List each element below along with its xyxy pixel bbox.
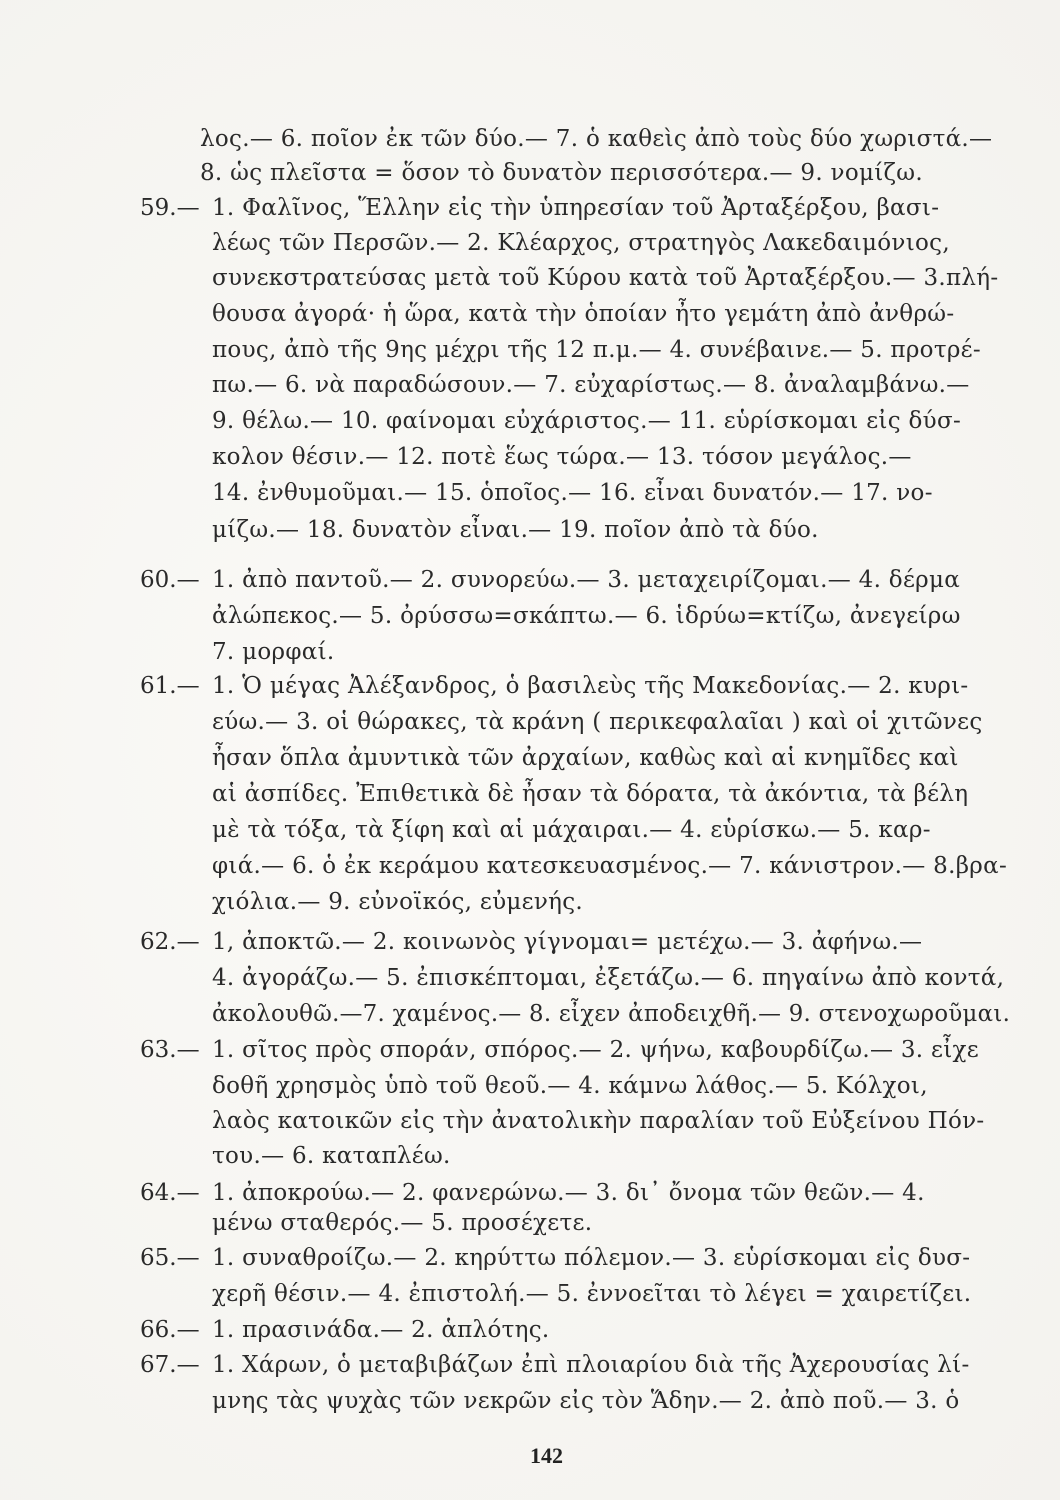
section-number-64: 64.—	[140, 1180, 200, 1206]
text-line: πω.— 6. νὰ παραδώσουν.— 7. εὐχαρίστως.— 8. ἀναλαμβάνω.—	[212, 372, 970, 398]
text-line: αἱ ἀσπίδες. Ἐπιθετικὰ δὲ ἦσαν τὰ δόρατα, τὰ ἀκόντια, τὰ βέλη	[212, 781, 969, 807]
text-line: κολον θέσιν.— 12. ποτὲ ἕως τώρα.— 13. τόσον μεγάλος.—	[212, 444, 912, 470]
text-line: 1. Φαλῖνος, Ἕλλην εἰς τὴν ὑπηρεσίαν τοῦ Ἀρταξέρξου, βασι-	[212, 195, 940, 221]
text-line: 1. ἀπὸ παντοῦ.— 2. συνορεύω.— 3. μεταχειρίζομαι.— 4. δέρμα	[212, 567, 961, 593]
text-line: 1. ἀποκρούω.— 2. φανερώνω.— 3. δι᾽ ὄνομα τῶν θεῶν.— 4.	[212, 1180, 925, 1206]
section-number-66: 66.—	[140, 1317, 200, 1343]
text-line: 4. ἀγοράζω.— 5. ἐπισκέπτομαι, ἐξετάζω.— 6. πηγαίνω ἀπὸ κοντά,	[212, 965, 1005, 991]
text-line: πους, ἀπὸ τῆς 9ης μέχρι τῆς 12 π.μ.— 4. συνέβαινε.— 5. προτρέ-	[212, 337, 981, 363]
text-line: μὲ τὰ τόξα, τὰ ξίφη καὶ αἱ μάχαιραι.— 4. εὑρίσκω.— 5. καρ-	[212, 817, 931, 843]
text-line: 14. ἐνθυμοῦμαι.— 15. ὁποῖος.— 16. εἶναι δυνατόν.— 17. νο-	[212, 480, 933, 506]
section-number-62: 62.—	[140, 929, 200, 955]
text-line: 9. θέλω.— 10. φαίνομαι εὐχάριστος.— 11. εὑρίσκομαι εἰς δύσ-	[212, 408, 962, 434]
text-line: ἀλώπεκος.— 5. ὀρύσσω=σκάπτω.— 6. ἱδρύω=κτίζω, ἀνεγείρω	[212, 603, 961, 629]
text-line: λέως τῶν Περσῶν.— 2. Κλέαρχος, στρατηγὸς Λακεδαιμόνιος,	[212, 230, 950, 256]
section-number-59: 59.—	[140, 195, 200, 221]
text-line: 1. Χάρων, ὁ μεταβιβάζων ἐπὶ πλοιαρίου διὰ τῆς Ἀχερουσίας λί-	[212, 1352, 970, 1378]
page-number: 142	[530, 1443, 563, 1468]
section-number-67: 67.—	[140, 1352, 200, 1378]
text-line: 1. σῖτος πρὸς σποράν, σπόρος.— 2. ψήνω, καβουρδίζω.— 3. εἶχε	[212, 1037, 980, 1063]
text-line: του.— 6. καταπλέω.	[212, 1143, 451, 1169]
text-line: λαὸς κατοικῶν εἰς τὴν ἀνατολικὴν παραλίαν τοῦ Εὐξείνου Πόν-	[212, 1108, 985, 1134]
text-line: συνεκστρατεύσας μετὰ τοῦ Κύρου κατὰ τοῦ Ἀρταξέρξου.— 3.πλή-	[212, 265, 999, 291]
text-line: χερῆ θέσιν.— 4. ἐπιστολή.— 5. ἐννοεῖται τὸ λέγει = χαιρετίζει.	[212, 1281, 972, 1307]
text-line: 7. μορφαί.	[212, 639, 335, 665]
text-line: χιόλια.— 9. εὐνοϊκός, εὐμενής.	[212, 889, 583, 915]
text-line: μνης τὰς ψυχὰς τῶν νεκρῶν εἰς τὸν Ἅδην.— 2. ἀπὸ ποῦ.— 3. ὁ	[212, 1388, 960, 1414]
text-line: φιά.— 6. ὁ ἐκ κεράμου κατεσκευασμένος.— 7. κάνιστρον.— 8.βρα-	[212, 853, 1008, 879]
text-line: εύω.— 3. οἱ θώρακες, τὰ κράνη ( περικεφαλαῖαι ) καὶ οἱ χιτῶνες	[212, 709, 983, 735]
text-line: 1. συναθροίζω.— 2. κηρύττω πόλεμον.— 3. εὑρίσκομαι εἰς δυσ-	[212, 1245, 971, 1271]
text-line: λος.— 6. ποῖον ἐκ τῶν δύο.— 7. ὁ καθεὶς ἀπὸ τοὺς δύο χωριστά.—	[200, 126, 993, 152]
text-line: 8. ὡς πλεῖστα = ὅσον τὸ δυνατὸν περισσότερα.— 9. νομίζω.	[200, 160, 923, 186]
text-line: ἦσαν ὅπλα ἀμυντικὰ τῶν ἀρχαίων, καθὼς καὶ αἱ κνημῖδες καὶ	[212, 745, 959, 771]
section-number-63: 63.—	[140, 1037, 200, 1063]
section-number-61: 61.—	[140, 673, 200, 699]
text-line: θουσα ἀγορά· ἡ ὥρα, κατὰ τὴν ὁποίαν ἦτο γεμάτη ἀπὸ ἀνθρώ-	[212, 301, 955, 327]
section-number-60: 60.—	[140, 567, 200, 593]
text-line: ἀκολουθῶ.—7. χαμένος.— 8. εἶχεν ἀποδειχθῆ.— 9. στενοχωροῦμαι.	[212, 1001, 1011, 1027]
text-line: 1. πρασινάδα.— 2. ἁπλότης.	[212, 1317, 550, 1343]
text-line: 1, ἀποκτῶ.— 2. κοινωνὸς γίγνομαι= μετέχω.— 3. ἀφήνω.—	[212, 929, 923, 955]
text-line: μένω σταθερός.— 5. προσέχετε.	[212, 1210, 593, 1236]
text-line: 1. Ὁ μέγας Ἀλέξανδρος, ὁ βασιλεὺς τῆς Μακεδονίας.— 2. κυρι-	[212, 673, 969, 699]
text-line: δοθῆ χρησμὸς ὑπὸ τοῦ θεοῦ.— 4. κάμνω λάθος.— 5. Κόλχοι,	[212, 1073, 928, 1099]
text-line: μίζω.— 18. δυνατὸν εἶναι.— 19. ποῖον ἀπὸ τὰ δύο.	[212, 517, 819, 543]
section-number-65: 65.—	[140, 1245, 200, 1271]
